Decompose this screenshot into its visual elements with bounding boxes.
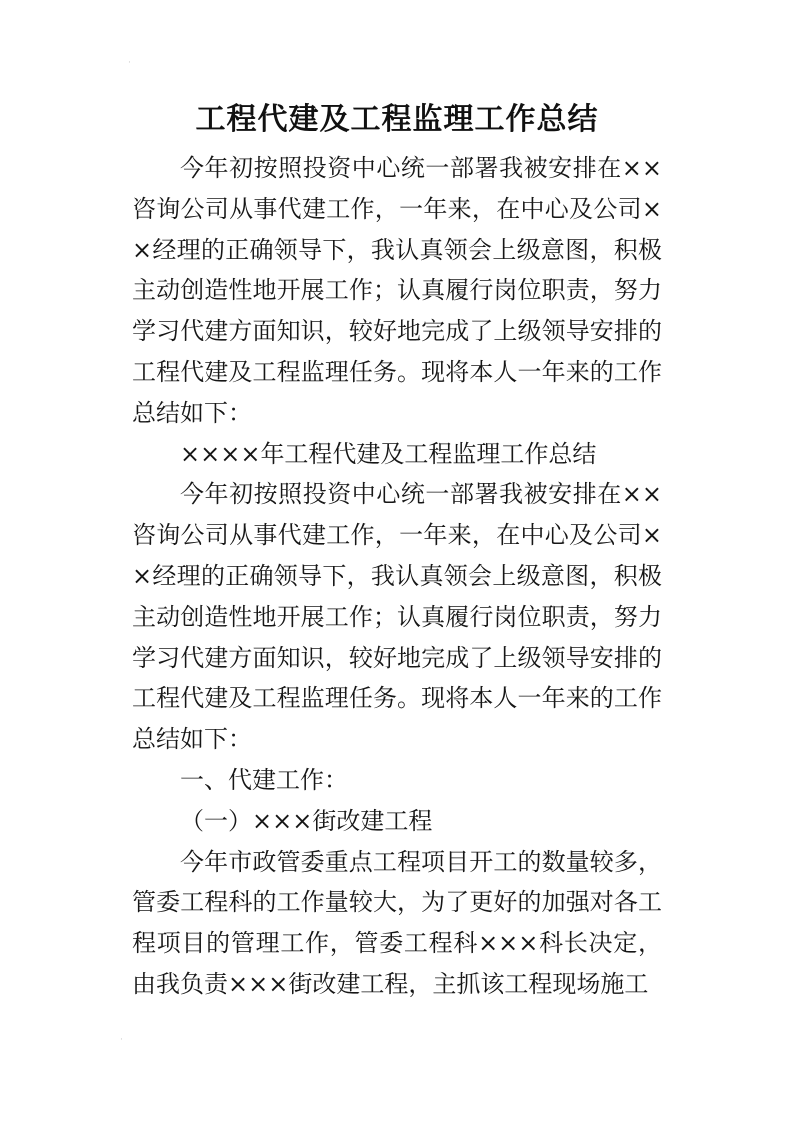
paragraph-intro-repeat: 今年初按照投资中心统一部署我被安排在××咨询公司从事代建工作，一年来，在中心及公司××经理的正确领导下，我认真领会上级意图，积极主动创造性地开展工作；认真履行岗位职责，努力学习代建方面知识，较好地完成了上级领导安排的工程代建及工程监理任务。现将本人一年来的工作总结如下： bbox=[132, 480, 662, 754]
subsection-heading: （一）×××街改建工程 bbox=[180, 806, 433, 835]
paragraph-intro: 今年初按照投资中心统一部署我被安排在××咨询公司从事代建工作，一年来，在中心及公司××经理的正确领导下，我认真领会上级意图，积极主动创造性地开展工作；认真履行岗位职责，努力学习代建方面知识，较好地完成了上级领导安排的工程代建及工程监理任务。现将本人一年来的工作总结如下： bbox=[132, 154, 662, 427]
scan-mark-top: · bbox=[128, 58, 131, 68]
document-title: 工程代建及工程监理工作总结 bbox=[195, 102, 599, 137]
section-heading: 一、代建工作： bbox=[180, 765, 348, 794]
paragraph-project: 今年市政管委重点工程项目开工的数量较多，管委工程科的工作量较大，为了更好的加强对各工程项目的管理工作，管委工程科×××科长决定，由我负责×××街改建工程，主抓该工程现场施工 bbox=[132, 847, 662, 998]
paragraph-subtitle: ××××年工程代建及工程监理工作总结 bbox=[180, 439, 597, 468]
scan-mark-bottom: · bbox=[120, 1035, 123, 1045]
document-body bbox=[132, 148, 662, 1005]
